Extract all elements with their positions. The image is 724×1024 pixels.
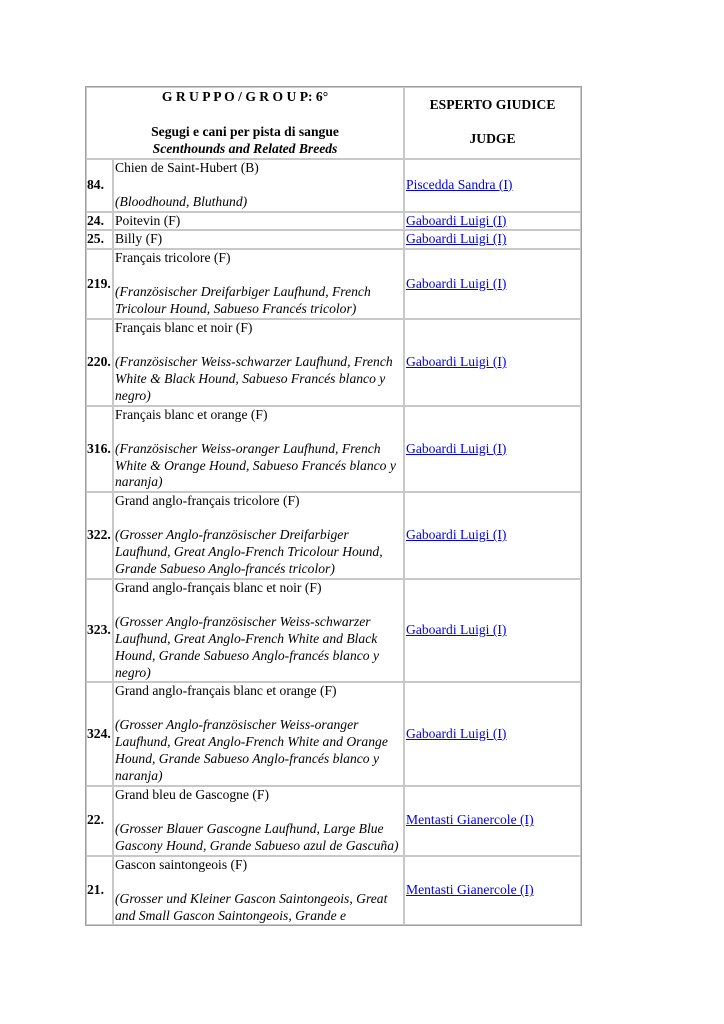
judge-cell <box>404 249 581 319</box>
breed-name: Poitevin (F) <box>115 212 181 228</box>
breed-number: 24. <box>86 212 113 231</box>
breed-number: 22. <box>86 786 113 856</box>
breed-cell <box>113 249 404 319</box>
breed-name: Grand bleu de Gascogne (F) <box>115 787 270 802</box>
group-header-cell <box>86 87 404 159</box>
breed-number: 21. <box>86 856 113 926</box>
judge-link[interactable]: Piscedda Sandra (I) <box>406 176 513 192</box>
table-header-row <box>86 87 581 159</box>
judge-link[interactable]: Gaboardi Luigi (I) <box>406 353 507 369</box>
judge-cell <box>404 230 581 249</box>
table-row <box>86 212 581 231</box>
breed-number: 84. <box>86 159 113 212</box>
breed-name: Grand anglo-français tricolore (F) <box>115 493 300 509</box>
breed-cell <box>113 159 404 212</box>
breed-cell <box>113 786 404 856</box>
breed-number: 323. <box>86 579 113 683</box>
group-subtitle-en: Scenthounds and Related Breeds <box>152 140 338 156</box>
breed-cell <box>113 579 404 683</box>
table-row <box>86 682 581 786</box>
judge-link[interactable]: Gaboardi Luigi (I) <box>406 275 507 291</box>
judge-cell <box>404 212 581 231</box>
judge-link[interactable]: Gaboardi Luigi (I) <box>406 622 507 638</box>
breed-number: 219. <box>86 249 113 319</box>
breed-alternative-names: (Grosser Anglo-französischer Dreifarbiger Laufhund, Great Anglo-French Tricolour Hound, Grande Sabueso Anglo-francés tricolor) <box>115 527 383 577</box>
breed-name: Billy (F) <box>115 231 163 247</box>
breed-cell <box>113 492 404 579</box>
judge-link[interactable]: Mentasti Gianercole (I) <box>406 882 534 898</box>
table-row <box>86 249 581 319</box>
judge-title-en: JUDGE <box>469 131 516 147</box>
judge-link[interactable]: Mentasti Gianercole (I) <box>406 812 534 828</box>
group-title: G R U P P O / G R O U P: 6° <box>161 89 329 104</box>
table-row <box>86 492 581 579</box>
breed-number: 25. <box>86 230 113 249</box>
judge-title-it: ESPERTO GIUDICE <box>429 97 556 113</box>
table-row <box>86 230 581 249</box>
breed-number: 324. <box>86 682 113 786</box>
breed-alternative-names: (Französischer Weiss-schwarzer Laufhund, French White & Black Hound, Sabueso Francés blanco y negro) <box>115 353 393 403</box>
breed-number: 316. <box>86 406 113 493</box>
table-row <box>86 159 581 212</box>
table-row <box>86 319 581 406</box>
judge-cell <box>404 319 581 406</box>
breed-alternative-names: (Grosser Anglo-französischer Weiss-schwarzer Laufhund, Great Anglo-French White and Black Hound, Grande Sabueso Anglo-francés blanco y negro) <box>115 613 380 680</box>
breed-cell <box>113 230 404 249</box>
judge-link[interactable]: Gaboardi Luigi (I) <box>406 725 507 741</box>
judge-link[interactable]: Gaboardi Luigi (I) <box>406 440 507 456</box>
breed-name: Français blanc et noir (F) <box>115 320 253 336</box>
breed-name: Chien de Saint-Hubert (B) <box>115 159 259 175</box>
group-subtitle-it: Segugi e cani per pista di sangue <box>151 123 339 139</box>
judge-link[interactable]: Gaboardi Luigi (I) <box>406 212 507 228</box>
breed-alternative-names: (Französischer Dreifarbiger Laufhund, French Tricolour Hound, Sabueso Francés tricolor) <box>115 284 371 317</box>
breed-number: 322. <box>86 492 113 579</box>
breed-number: 220. <box>86 319 113 406</box>
breed-alternative-names: (Bloodhound, Bluthund) <box>115 193 248 209</box>
judge-cell <box>404 786 581 856</box>
judge-cell <box>404 682 581 786</box>
judge-cell <box>404 579 581 683</box>
breed-alternative-names: (Französischer Weiss-oranger Laufhund, French White & Orange Hound, Sabueso Francés blanco y naranja) <box>115 440 396 490</box>
breed-alternative-names: (Grosser und Kleiner Gascon Saintongeois, Great and Small Gascon Saintongeois, Grande e <box>115 890 388 923</box>
breed-name: Français blanc et orange (F) <box>115 406 268 422</box>
breed-cell <box>113 406 404 493</box>
judge-cell <box>404 159 581 212</box>
breed-judge-table <box>85 86 582 926</box>
table-body <box>86 159 581 926</box>
judge-cell <box>404 406 581 493</box>
judge-link[interactable]: Gaboardi Luigi (I) <box>406 231 507 247</box>
breed-cell <box>113 319 404 406</box>
breed-name: Grand anglo-français blanc et noir (F) <box>115 579 322 595</box>
judge-cell <box>404 492 581 579</box>
judge-header-cell <box>404 87 581 159</box>
judge-link[interactable]: Gaboardi Luigi (I) <box>406 527 507 543</box>
table-row <box>86 786 581 856</box>
breed-cell <box>113 856 404 926</box>
breed-name: Grand anglo-français blanc et orange (F) <box>115 683 337 699</box>
breed-name: Français tricolore (F) <box>115 250 231 266</box>
table-row <box>86 856 581 926</box>
table-row <box>86 406 581 493</box>
table-row <box>86 579 581 683</box>
breed-cell <box>113 212 404 231</box>
breed-alternative-names: (Grosser Blauer Gascogne Laufhund, Large Blue Gascony Hound, Grande Sabueso azul de Gascuña) <box>115 820 399 853</box>
breed-cell <box>113 682 404 786</box>
breed-alternative-names: (Grosser Anglo-französischer Weiss-oranger Laufhund, Great Anglo-French White and Orange Hound, Grande Sabueso Anglo-francés blanco y naranja) <box>115 717 388 784</box>
judge-cell <box>404 856 581 926</box>
breed-name: Gascon saintongeois (F) <box>115 856 248 872</box>
